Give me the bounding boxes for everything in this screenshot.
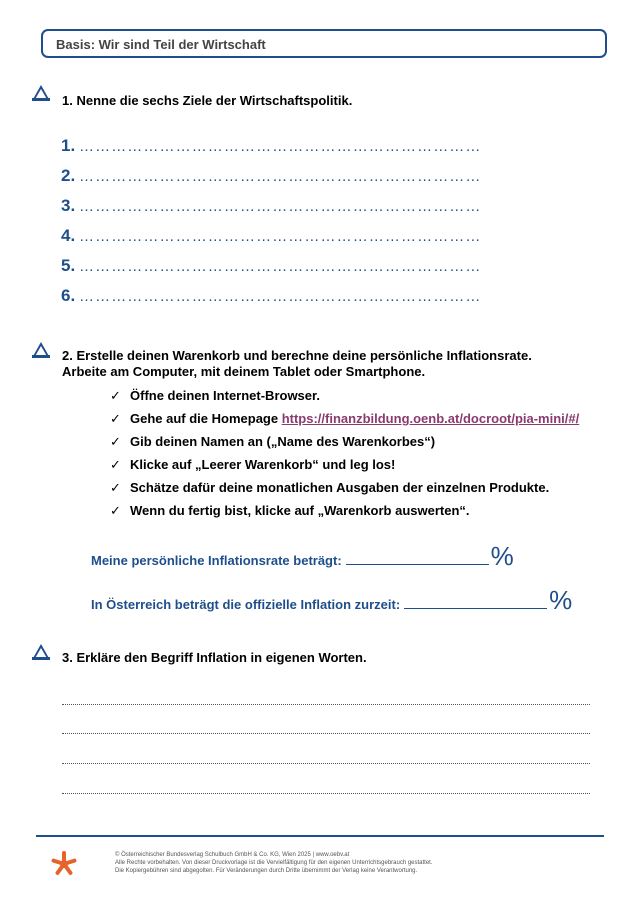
- goals-list: [61, 136, 482, 316]
- worksheet-header: [41, 29, 607, 58]
- answer-dots[interactable]: …………………………………………………………………: [79, 288, 482, 305]
- footer-divider: [36, 835, 604, 837]
- list-item: ✓ Gehe auf die Homepage https://finanzbildung.oenb.at/docroot/pia-mini/#/: [110, 411, 580, 426]
- check-icon: ✓: [110, 457, 121, 472]
- list-item: ✓ Wenn du fertig bist, klicke auf „Warenkorb auswerten“.: [110, 503, 470, 518]
- answer-dots[interactable]: …………………………………………………………………: [79, 138, 482, 155]
- footer-copyright: © Österreichischer Bundesverlag Schulbuch GmbH & Co. KG, Wien 2025 | www.oebv.at Alle Rechte vorbehalten. Von dieser Druckvorlage ist die Vervielfältigung für den eigenen Unterrichtsgebrauch gestattet. Die Kopiergebühren sind abgegolten. Für Veränderungen durch Dritte übernimmt der Verlag keine Verantwortung.: [115, 852, 433, 874]
- answer-line[interactable]: [62, 763, 590, 764]
- austria-rate-blank[interactable]: [404, 595, 547, 609]
- list-item: 2. …………………………………………………………………: [61, 166, 482, 185]
- list-item: 4. …………………………………………………………………: [61, 226, 482, 245]
- list-item: ✓ Gib deinen Namen an („Name des Warenkorbes“): [110, 434, 436, 449]
- answer-dots[interactable]: …………………………………………………………………: [79, 168, 482, 185]
- personal-rate-label: Meine persönliche Inflationsrate beträgt:: [91, 553, 342, 568]
- check-icon: ✓: [110, 411, 121, 426]
- percent-sign: %: [490, 541, 514, 571]
- answer-dots[interactable]: …………………………………………………………………: [79, 258, 482, 275]
- steps-list: [110, 388, 579, 526]
- worksheet-title: Basis: Wir sind Teil der Wirtschaft: [56, 37, 266, 52]
- answer-line[interactable]: [62, 704, 590, 705]
- list-item: 3. …………………………………………………………………: [61, 196, 482, 215]
- list-item: ✓ Schätze dafür deine monatlichen Ausgaben der einzelnen Produkte.: [110, 480, 550, 495]
- level-pyramid-icon: [31, 643, 51, 661]
- personal-rate-blank[interactable]: [346, 551, 489, 565]
- publisher-logo-icon: [50, 850, 78, 878]
- answer-line[interactable]: [62, 733, 590, 734]
- percent-sign: %: [549, 585, 573, 615]
- list-item: ✓ Öffne deinen Internet-Browser.: [110, 388, 320, 403]
- inflation-calculator-link[interactable]: https://finanzbildung.oenb.at/docroot/pia-mini/#/: [281, 411, 580, 426]
- check-icon: ✓: [110, 388, 121, 403]
- task2-title: 2. Erstelle deinen Warenkorb und berechne deine persönliche Inflationsrate. Arbeite am Computer, mit deinem Tablet oder Smartphone.: [62, 348, 532, 379]
- check-icon: ✓: [110, 434, 121, 449]
- answer-dots[interactable]: …………………………………………………………………: [79, 228, 482, 245]
- task1-title: 1. Nenne die sechs Ziele der Wirtschaftspolitik.: [62, 93, 353, 108]
- answer-line[interactable]: [62, 793, 590, 794]
- list-item: ✓ Klicke auf „Leerer Warenkorb“ und leg los!: [110, 457, 396, 472]
- level-pyramid-icon: [31, 341, 51, 359]
- task3-title: 3. Erkläre den Begriff Inflation in eigenen Worten.: [62, 650, 367, 665]
- check-icon: ✓: [110, 480, 121, 495]
- austria-rate-label: In Österreich beträgt die offizielle Inflation zurzeit:: [91, 597, 401, 612]
- austria-rate-row: [91, 585, 572, 616]
- check-icon: ✓: [110, 503, 121, 518]
- list-item: 6. …………………………………………………………………: [61, 286, 482, 305]
- list-item: 5. …………………………………………………………………: [61, 256, 482, 275]
- list-item: 1. …………………………………………………………………: [61, 136, 482, 155]
- personal-rate-row: [91, 541, 514, 572]
- level-pyramid-icon: [31, 84, 51, 102]
- answer-dots[interactable]: …………………………………………………………………: [79, 198, 482, 215]
